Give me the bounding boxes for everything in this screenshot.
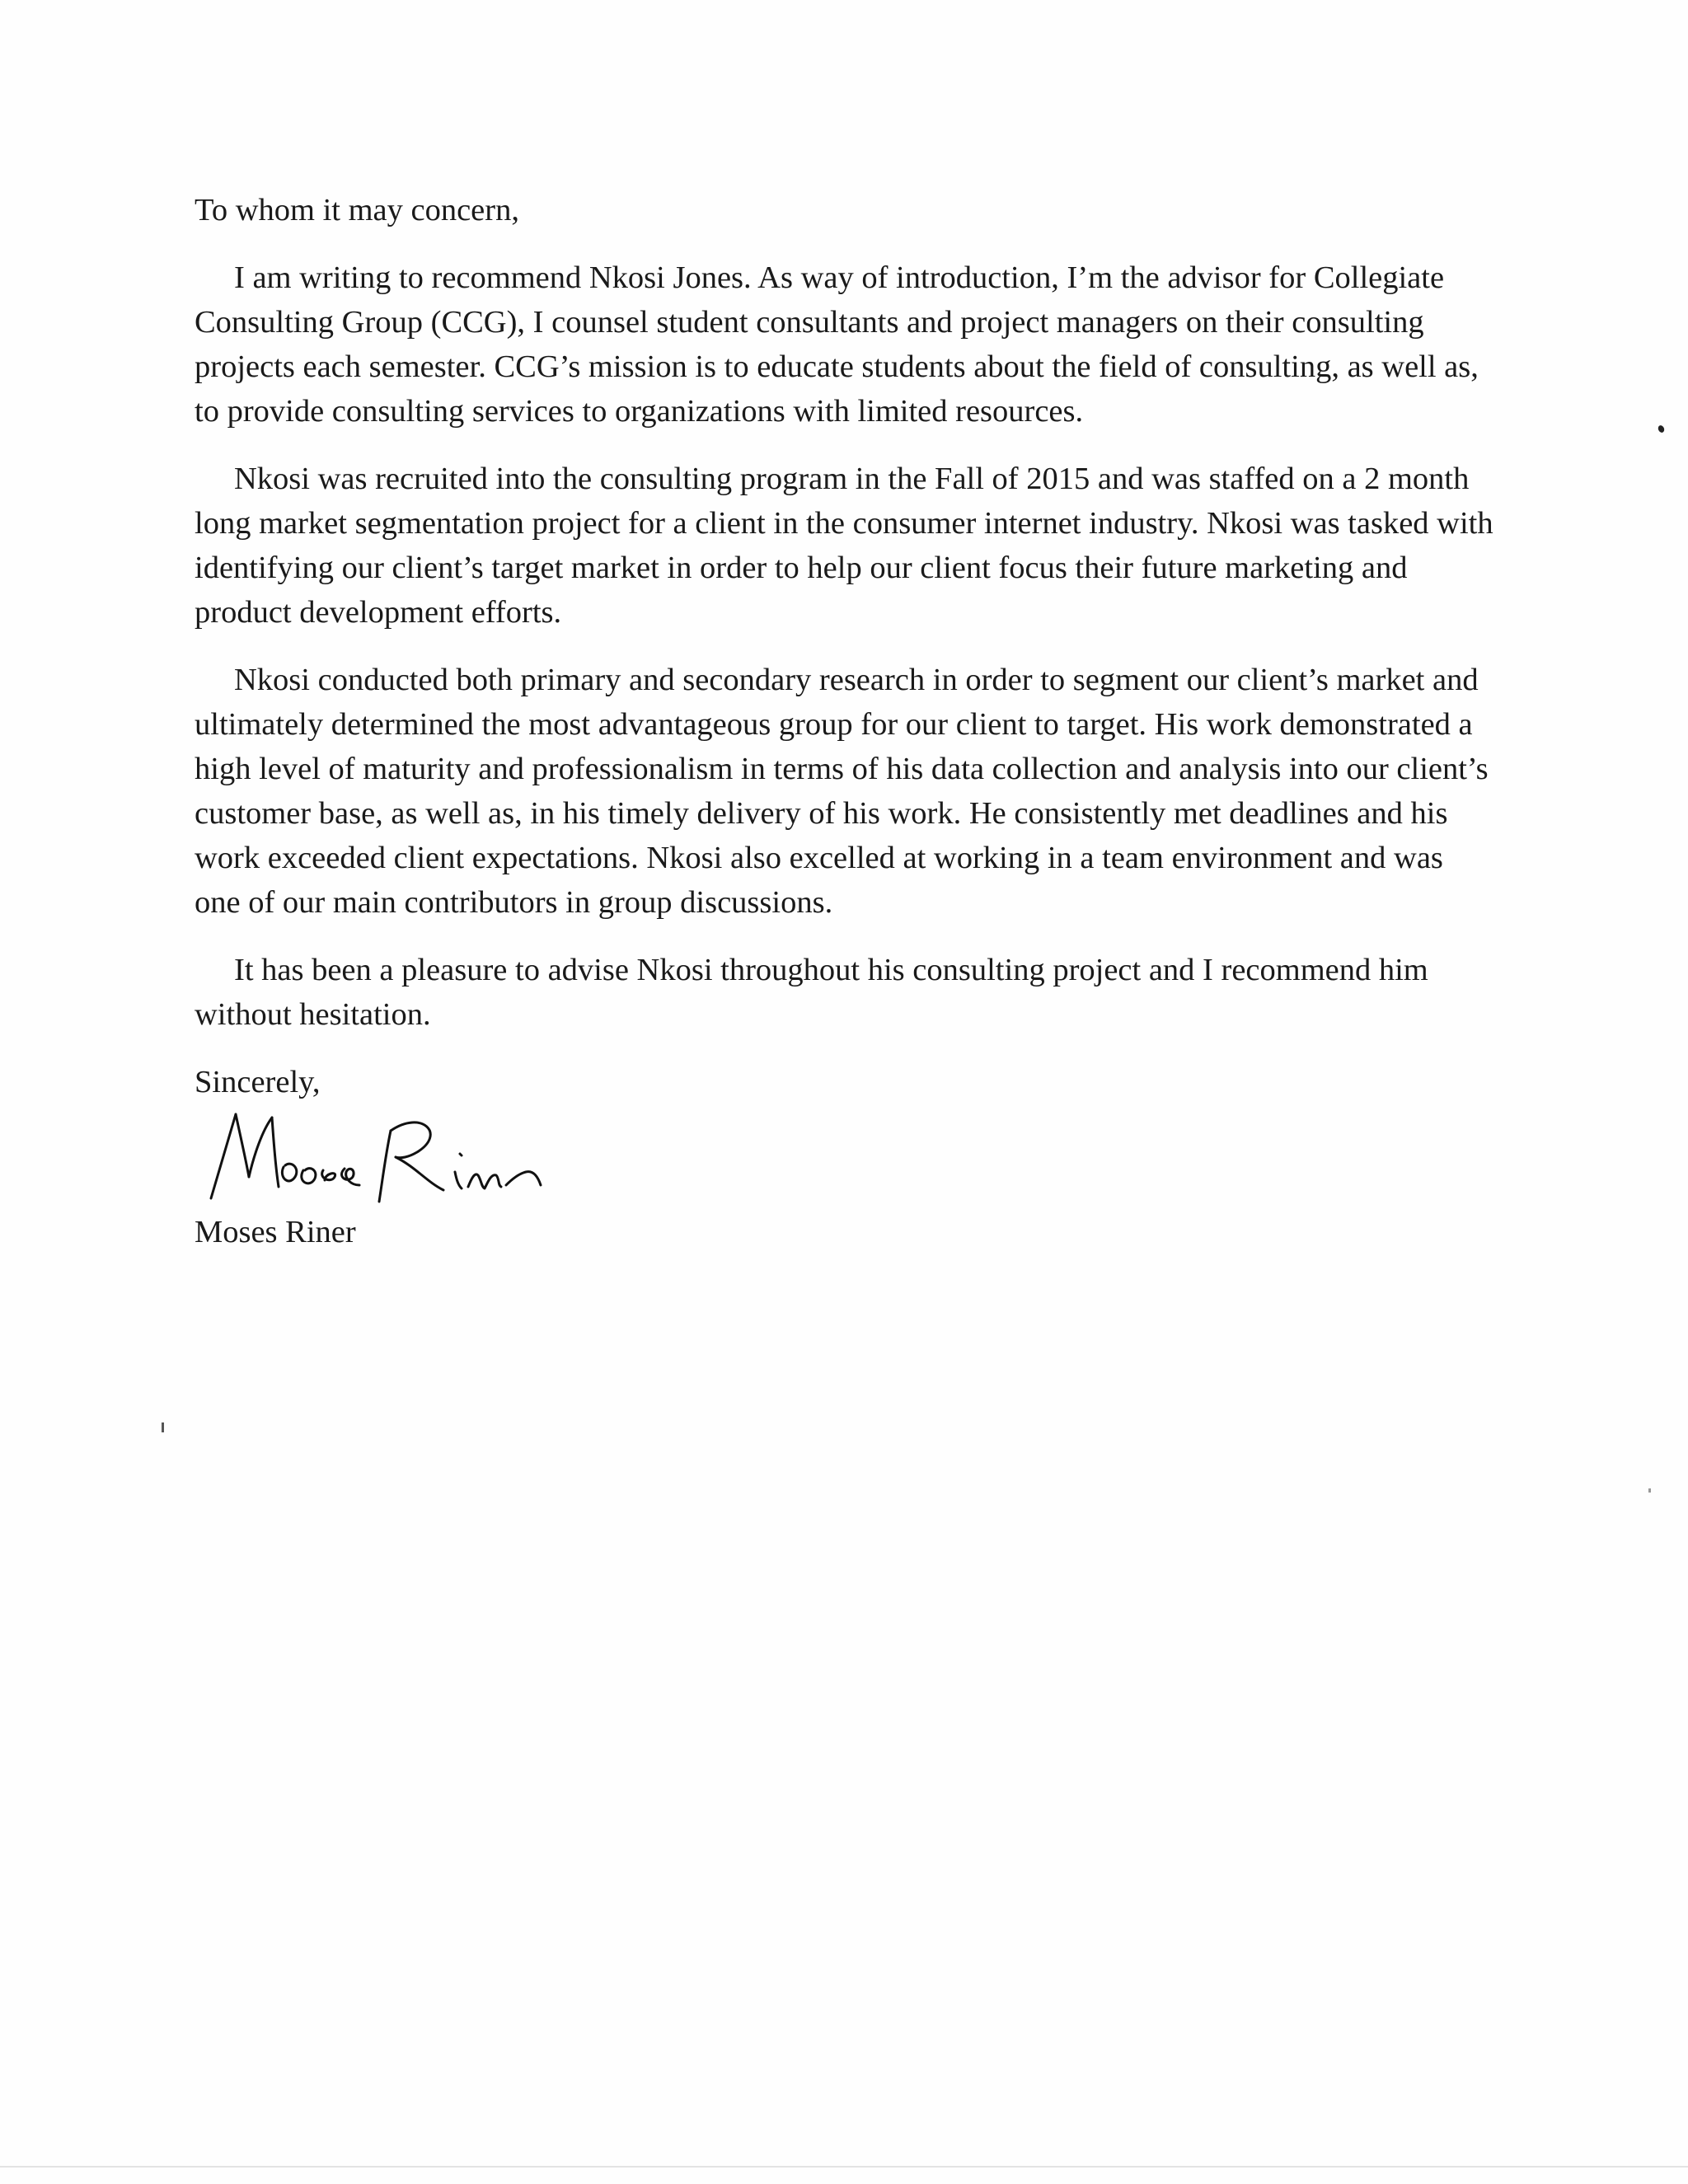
letter-body bbox=[195, 188, 1497, 1254]
scan-speck bbox=[162, 1422, 164, 1432]
paragraph-introduction: I am writing to recommend Nkosi Jones. As way of introduction, I’m the advisor for Collegiate Consulting Group (CCG), I counsel student consultants and project managers on their consulting projects each semester. CCG’s mission is to educate students about the field of consulting, as well as, to provide consulting services to organizations with limited resources. bbox=[195, 260, 1479, 429]
scan-edge bbox=[0, 2166, 1688, 2168]
paragraph-recommendation: It has been a pleasure to advise Nkosi throughout his consulting project and I recommend him without hesitation. bbox=[195, 953, 1428, 1032]
paragraph-performance: Nkosi conducted both primary and secondary research in order to segment our client’s market and ultimately determined the most advantageous group for our client to target. His work demonstrated a high level of maturity and professionalism in terms of his data collection and analysis into our client’s customer base, as well as, in his timely delivery of his work. He consistently met deadlines and his work exceeded client expectations. Nkosi also excelled at working in a team environment and was one of our main contributors in group discussions. bbox=[195, 663, 1489, 920]
signer-name: Moses Riner bbox=[195, 1215, 356, 1249]
paragraph-project: Nkosi was recruited into the consulting program in the Fall of 2015 and was staffed on a 2 month long market segmentation project for a client in the consumer internet industry. Nkosi was tasked with identifying our client’s target market in order to help our client focus their future marketing and product development efforts. bbox=[195, 462, 1493, 630]
closing: Sincerely, bbox=[195, 1065, 321, 1099]
scan-speck bbox=[1648, 1488, 1651, 1493]
salutation: To whom it may concern, bbox=[195, 193, 519, 227]
scan-speck bbox=[1657, 424, 1665, 434]
handwritten-signature bbox=[199, 1104, 562, 1210]
